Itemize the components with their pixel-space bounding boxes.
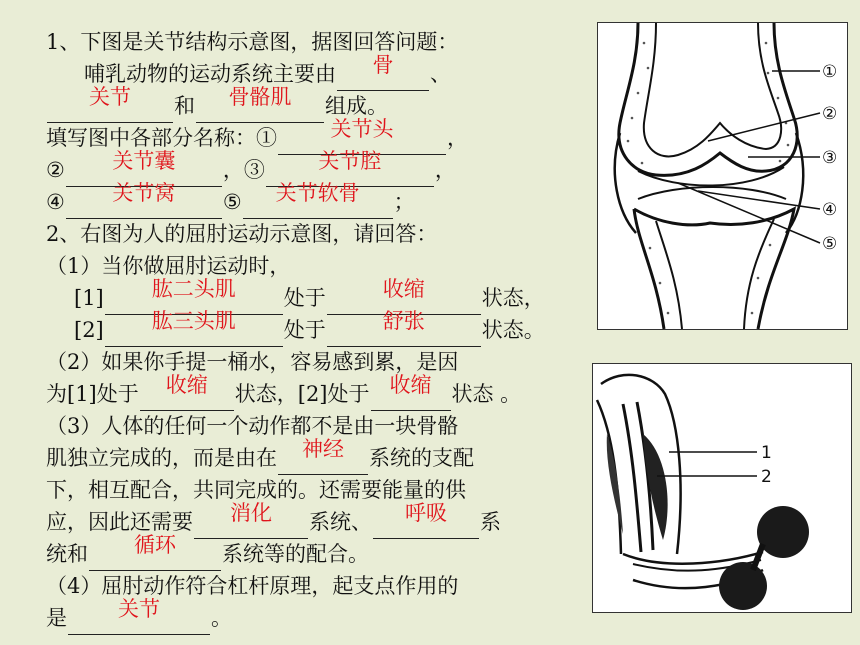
- q2-title: 2、右图为人的屈肘运动示意图，请回答：: [46, 222, 438, 246]
- answer-skeletal-muscle: 骨骼肌: [228, 85, 292, 109]
- q2-s3c: 下，相互配合，共同完成的。还需要能量的供: [46, 478, 466, 502]
- q2-s1: （1）当你做屈肘运动时，: [46, 254, 291, 278]
- s4b-text-1: 是: [46, 606, 67, 630]
- elbow-flexion-diagram: [592, 363, 852, 613]
- arm-illustration: [593, 364, 851, 612]
- s2b-text-2: 状态，[2]处于: [234, 382, 370, 406]
- q2-s3e: [46, 533, 369, 571]
- q2-s3b: [46, 437, 474, 475]
- q1-fill-prompt: 填写图中各部分名称：①: [46, 126, 277, 150]
- s3e-text-2: 系统等的配合。: [222, 542, 369, 566]
- blank-respiratory: [373, 501, 479, 539]
- blank-movement-system-2: [47, 85, 173, 123]
- q1-title: 1、下图是关节结构示意图，据图回答问题：: [46, 30, 459, 54]
- answer-nervous: 神经: [302, 437, 344, 461]
- answer-state-2: 舒张: [382, 309, 425, 333]
- q1-comma-1: ，: [447, 126, 468, 150]
- blank-part-5: [243, 181, 393, 219]
- answer-joint: 关节: [89, 85, 131, 109]
- answer-bone: 骨: [372, 53, 394, 77]
- blank-part-4: [66, 181, 222, 219]
- answer-biceps: 肱二头肌: [151, 277, 236, 301]
- blank-muscle-2: [105, 309, 283, 347]
- q1-comma-2: ，: [434, 158, 456, 182]
- q1-semicolon: ；: [393, 190, 415, 214]
- fig1-label-1: ①: [822, 62, 838, 82]
- answer-triceps: 肱三头肌: [151, 309, 236, 333]
- s3d-text-1: 应，因此还需要: [46, 510, 193, 534]
- blank-nervous: [278, 437, 368, 475]
- fig2-label-2: 2: [761, 467, 772, 487]
- q2-s4b: [46, 597, 232, 635]
- answer-fulcrum: 关节: [118, 597, 160, 621]
- blank-state-2: [327, 309, 481, 347]
- fig1-label-2: ②: [822, 104, 838, 124]
- joint-structure-diagram: [597, 22, 848, 330]
- s3b-text-2: 系统的支配: [369, 446, 474, 470]
- blank-fulcrum: [68, 597, 210, 635]
- q2-row2: [74, 309, 545, 347]
- s3e-text-1: 统和: [46, 542, 88, 566]
- blank-hold-2: [371, 373, 451, 411]
- label-2: [2]: [74, 318, 104, 342]
- s4b-text-2: 。: [211, 606, 232, 630]
- answer-part-1: 关节头: [330, 117, 394, 141]
- at-1: 处于: [283, 286, 326, 310]
- fig2-label-1: 1: [761, 443, 772, 463]
- fig1-label-5: ⑤: [822, 234, 838, 254]
- s2b-text-1: 为[1]处于: [46, 382, 139, 406]
- answer-part-3: 关节腔: [318, 149, 382, 173]
- q1-line2-text: 哺乳动物的运动系统主要由: [84, 62, 336, 86]
- s3d-text-3: 系: [480, 510, 501, 534]
- answer-circulatory: 循环: [134, 533, 176, 557]
- answer-respiratory: 呼吸: [405, 501, 447, 525]
- q2-s3a: （3）人体的任何一个动作都不是由一块骨骼: [46, 414, 459, 438]
- blank-movement-system-1: [337, 53, 429, 91]
- state-1: 状态，: [481, 286, 545, 310]
- s3b-text-1: 肌独立完成的，而是由在: [46, 446, 277, 470]
- q1-composed: 组成。: [325, 94, 388, 118]
- state-2: 状态。: [481, 318, 545, 342]
- answer-part-4: 关节窝: [112, 181, 176, 205]
- s3d-text-2: 系统、: [309, 510, 372, 534]
- answer-part-2: 关节囊: [112, 149, 176, 173]
- answer-state-1: 收缩: [382, 277, 425, 301]
- q2-s4a: （4）屈肘动作符合杠杆原理，起支点作用的: [46, 574, 459, 598]
- answer-hold-2: 收缩: [389, 373, 432, 397]
- s2b-text-3: 状态 。: [451, 382, 522, 406]
- answer-digestive: 消化: [230, 501, 272, 525]
- blank-hold-1: [140, 373, 234, 411]
- q1-and: 和: [174, 94, 195, 118]
- marker-4: ④: [46, 190, 65, 214]
- q2-s2b: [46, 373, 522, 411]
- at-2: 处于: [283, 318, 326, 342]
- fig1-label-4: ④: [822, 200, 838, 220]
- marker-5: ⑤: [222, 190, 242, 214]
- q1-line6: [46, 181, 415, 219]
- marker-3: ，③: [222, 158, 265, 182]
- joint-illustration: [598, 23, 847, 329]
- fig1-label-3: ③: [822, 148, 838, 168]
- blank-circulatory: [89, 533, 221, 571]
- q2-s2a: （2）如果你手提一桶水，容易感到累，是因: [46, 350, 459, 374]
- answer-part-5: 关节软骨: [275, 181, 360, 205]
- marker-2: ②: [46, 158, 65, 182]
- q1-sep: 、: [430, 62, 451, 86]
- label-1: [1]: [74, 286, 104, 310]
- answer-hold-1: 收缩: [165, 373, 208, 397]
